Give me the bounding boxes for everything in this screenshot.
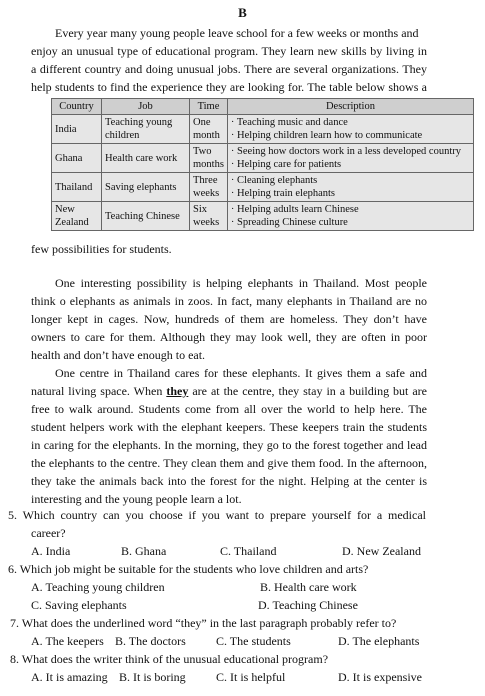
intro-line-2: enjoy an unusual type of educational program. They learn new skills by living in [31,44,427,58]
para3-line-2 [31,382,427,400]
para3-line-1: One centre in Thailand cares for these elephants. It gives them a safe and [55,366,427,380]
question-5-stem: 5. Which country can you choose if you want to prepare yourself for a medical [8,508,426,522]
intro-line-1-text: Every year many young people leave school for a few weeks or months and [55,26,419,40]
description-line: · Cleaning elephants [230,175,318,186]
para2-line-3: longer kept in cages. Now, hundreds of them are homeless. They don’t have [31,312,427,326]
para2-line-1: One interesting possibility is helping elephants in Thailand. Most people [55,276,427,290]
description-line: · Helping care for patients [230,159,342,170]
cell-country: Thailand [52,173,102,202]
para2-line-4: owners to care for them. Although they may look well, they are often in poor [31,330,427,344]
q5-option-b[interactable]: B. Ghana [121,544,167,558]
cell-country: India [52,115,102,144]
para2-line-5: health and don’t have enough to eat. [31,348,206,362]
cell-time: One month [190,115,228,144]
q8-option-d[interactable]: D. It is expensive [338,670,422,684]
cell-time: Six weeks [190,202,228,231]
cell-description [227,202,473,231]
cell-description [227,115,473,144]
description-line: · Spreading Chinese culture [230,217,348,228]
cell-job: Saving elephants [102,173,190,202]
q7-option-b[interactable]: B. The doctors [115,634,186,648]
para3-line-3: free to walk around. Students come from all over the world to help here. The [31,402,427,416]
cell-description [227,173,473,202]
cell-job: Teaching Chinese [102,202,190,231]
intro-end: few possibilities for students. [31,242,172,256]
q8-option-a[interactable]: A. It is amazing [31,670,108,684]
table-header-row [52,99,474,115]
cell-time: Three weeks [190,173,228,202]
table-row [52,202,474,231]
cell-time: Two months [190,144,228,173]
header-description: Description [227,99,473,115]
q8-option-b[interactable]: B. It is boring [119,670,186,684]
question-6-stem: 6. Which job might be suitable for the students who love children and arts? [8,562,369,576]
header-time: Time [190,99,228,115]
para3-line-2-end: are at the centre, they stay in a building but are [192,384,428,398]
para3-line-6: the elephants to the centre. They clean them and give them food. In the afternoon, [31,456,427,470]
para3-line-4: student helpers work with the elephant keepers. These keepers train the students [31,420,427,434]
q7-option-c[interactable]: C. The students [216,634,291,648]
para2-line-2: think o elephants as animals in zoos. In fact, many elephants in Thailand are no [31,294,427,308]
cell-country: New Zealand [52,202,102,231]
cell-job: Teaching young children [102,115,190,144]
intro-line-3: a different country and doing unusual jobs. There are several organizations. They [31,62,427,76]
description-line: · Seeing how doctors work in a less developed country [230,146,461,157]
table-row [52,115,474,144]
header-job: Job [102,99,190,115]
question-7-stem: 7. What does the underlined word “they” in the last paragraph probably refer to? [10,616,397,630]
cell-job: Health care work [102,144,190,173]
question-5-stem-cont: career? [31,526,66,540]
cell-description [227,144,473,173]
q5-option-a[interactable]: A. India [31,544,71,558]
q6-option-a[interactable]: A. Teaching young children [31,580,165,594]
header-country: Country [52,99,102,115]
q5-option-c[interactable]: C. Thailand [220,544,277,558]
para3-line-8: interesting and the young people learn a lot. [31,492,242,506]
q7-option-a[interactable]: A. The keepers [31,634,104,648]
para3-line-5: in caring for the elephants. In the morning, they go to the forest together and lead [31,438,427,452]
question-8-stem: 8. What does the writer think of the unusual educational program? [10,652,329,666]
q8-option-c[interactable]: C. It is helpful [216,670,286,684]
description-line: · Teaching music and dance [230,117,348,128]
programs-table [51,98,474,231]
intro-line-1 [31,24,427,42]
table-row [52,173,474,202]
description-line: · Helping children learn how to communicate [230,130,423,141]
q7-option-d[interactable]: D. The elephants [338,634,420,648]
description-line: · Helping train elephants [230,188,336,199]
q5-option-d[interactable]: D. New Zealand [342,544,421,558]
intro-line-4: help students to find the experience they are looking for. The table below shows a [31,80,427,94]
q6-option-d[interactable]: D. Teaching Chinese [258,598,358,612]
underlined-word-they: they [166,384,189,398]
q6-option-b[interactable]: B. Health care work [260,580,357,594]
q6-option-c[interactable]: C. Saving elephants [31,598,127,612]
para3-line-2-start: natural living space. When [31,384,163,398]
table-row [52,144,474,173]
para3-line-7: they take the animals back into the forest for the night. Helping at the center is [31,474,427,488]
section-label: B [238,5,247,20]
description-line: · Helping adults learn Chinese [230,204,359,215]
cell-country: Ghana [52,144,102,173]
